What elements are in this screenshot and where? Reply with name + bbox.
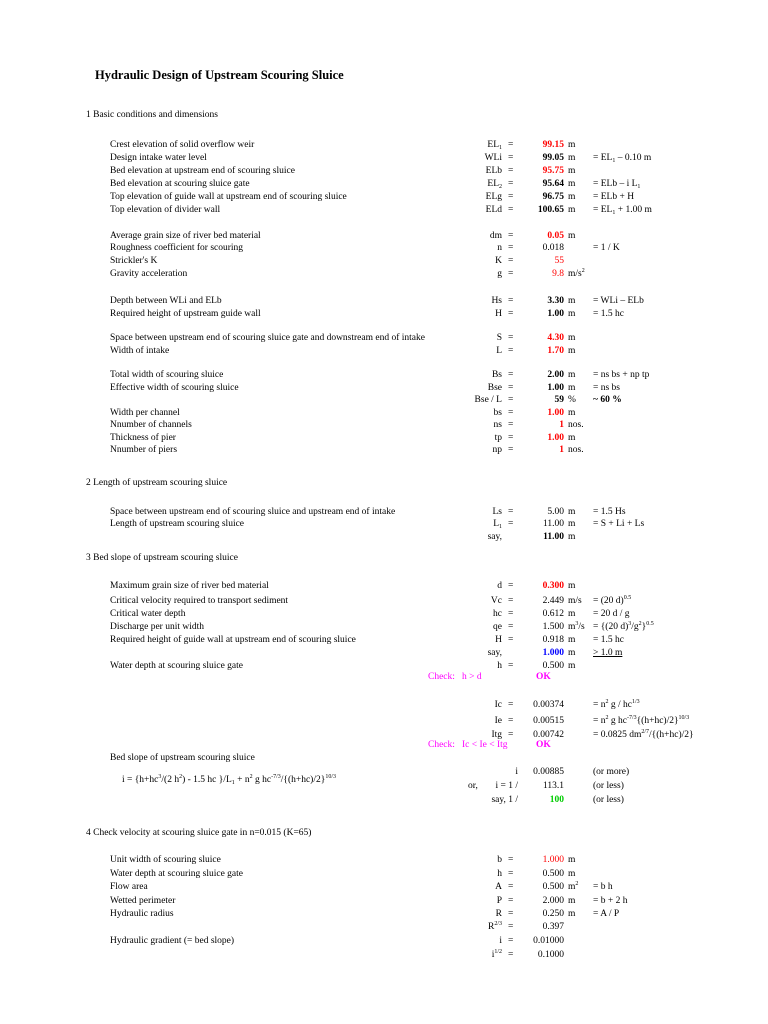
row-label: Thickness of pier bbox=[110, 433, 176, 443]
row-label: Space between upstream end of scouring sluice and upstream end of intake bbox=[110, 507, 396, 517]
equals-sign: = bbox=[508, 635, 514, 645]
row-value: 9.8 bbox=[552, 269, 564, 279]
row-symbol bbox=[440, 507, 502, 518]
row-unit: m bbox=[568, 346, 576, 356]
row-formula: = ELb + H bbox=[593, 192, 635, 202]
row-label: Gravity acceleration bbox=[110, 269, 188, 279]
ratio-formula: = $n^2$ g $hc^{-7/3}\{(h+hc)/2\}^{10/3}$ bbox=[593, 715, 690, 726]
row-label: Wetted perimeter bbox=[110, 896, 176, 906]
symbol-text: bs bbox=[493, 408, 502, 418]
row-label: Nnumber of channels bbox=[110, 420, 192, 430]
row-symbol: $EL_2$ bbox=[487, 179, 502, 190]
equals-sign: = bbox=[508, 716, 514, 726]
row-value: 0.018 bbox=[542, 243, 564, 253]
row-formula: = $EL_1 - 0.10$ m bbox=[593, 153, 652, 164]
equals-sign: = bbox=[508, 936, 514, 946]
row-formula: = ns bs + np tp bbox=[593, 370, 650, 380]
row-label: Top elevation of divider wall bbox=[110, 205, 221, 215]
row-label: Nnumber of piers bbox=[110, 445, 178, 455]
row-formula: = {(20 $d)^3/g^2\}^{0.5}$ bbox=[593, 621, 654, 632]
symbol-text: WLi bbox=[484, 153, 502, 163]
equals-sign: = bbox=[508, 231, 514, 241]
row-symbol bbox=[440, 309, 502, 320]
row-symbol bbox=[440, 855, 502, 866]
symbol-text: i bbox=[499, 936, 502, 946]
equals-sign: = bbox=[508, 333, 514, 343]
row-value: 0.05 bbox=[547, 231, 564, 241]
symbol-text: b bbox=[497, 855, 502, 865]
equals-sign: = bbox=[508, 192, 514, 202]
symbol-text: ELd bbox=[485, 205, 502, 215]
row-label: Water depth at scouring sluice gate bbox=[110, 869, 243, 879]
symbol-text: g bbox=[497, 269, 502, 279]
row-symbol bbox=[440, 445, 502, 456]
row-value: 96.75 bbox=[542, 192, 564, 202]
row-formula: > 1.0 m bbox=[593, 648, 623, 658]
row-unit: m bbox=[568, 609, 576, 619]
row-unit: m bbox=[568, 192, 576, 202]
row-label: Space between upstream end of scouring sluice gate and downstream end of intake bbox=[110, 333, 425, 343]
equals-sign: = bbox=[508, 661, 514, 671]
row-formula: = b h bbox=[593, 882, 613, 892]
row-symbol bbox=[440, 882, 502, 893]
row-label: Maximum grain size of river bed material bbox=[110, 581, 269, 591]
equals-sign: = bbox=[508, 433, 514, 443]
equals-sign: = bbox=[508, 445, 514, 455]
slope-value: 113.1 bbox=[542, 781, 564, 791]
symbol-text: R bbox=[487, 922, 495, 932]
row-value: 0.500 bbox=[542, 869, 564, 879]
symbol-text: Vc bbox=[490, 596, 502, 606]
row-label: Flow area bbox=[110, 882, 148, 892]
row-symbol: $i^{1/2}$ bbox=[491, 949, 502, 960]
row-value: 0.300 bbox=[542, 581, 564, 591]
row-label: Bed elevation at scouring sluice gate bbox=[110, 179, 250, 189]
row-symbol bbox=[440, 395, 502, 406]
ratio-symbol: Ie bbox=[494, 716, 502, 726]
row-formula: = 1 / K bbox=[593, 243, 620, 253]
equals-sign: = bbox=[508, 243, 514, 253]
equals-sign: = bbox=[508, 882, 514, 892]
row-symbol bbox=[440, 596, 502, 607]
equals-sign: = bbox=[508, 309, 514, 319]
slope-value: 0.00885 bbox=[533, 767, 564, 777]
row-formula: = ELb – i $L_1$ bbox=[593, 179, 641, 190]
equals-sign: = bbox=[508, 296, 514, 306]
symbol-text: EL bbox=[487, 179, 499, 189]
slope-value: 100 bbox=[549, 795, 564, 805]
equals-sign: = bbox=[508, 950, 514, 960]
equals-sign: = bbox=[508, 581, 514, 591]
ratio-value: 0.00374 bbox=[533, 700, 564, 710]
row-symbol: $EL_1$ bbox=[487, 140, 502, 151]
symbol-text: ELb bbox=[485, 166, 502, 176]
equals-sign: = bbox=[508, 700, 514, 710]
row-unit: m bbox=[568, 370, 576, 380]
row-value: 0.397 bbox=[542, 922, 564, 932]
symbol-text: L bbox=[496, 346, 502, 356]
row-label: Required height of upstream guide wall bbox=[110, 309, 261, 319]
row-symbol bbox=[440, 269, 502, 280]
equals-sign: = bbox=[508, 346, 514, 356]
row-unit: nos. bbox=[568, 420, 584, 430]
row-symbol bbox=[440, 408, 502, 419]
row-value: 59 bbox=[554, 395, 564, 405]
symbol-text: say, bbox=[487, 648, 502, 658]
symbol-text: Ls bbox=[492, 507, 502, 517]
row-label: Critical water depth bbox=[110, 609, 186, 619]
row-value: 1.00 bbox=[547, 309, 564, 319]
equals-sign: = bbox=[508, 730, 514, 740]
symbol-text: K bbox=[495, 256, 502, 266]
row-label: Hydraulic radius bbox=[110, 909, 174, 919]
row-unit: m/s bbox=[568, 596, 582, 606]
row-unit: m bbox=[568, 333, 576, 343]
equals-sign: = bbox=[508, 896, 514, 906]
equals-sign: = bbox=[508, 507, 514, 517]
equals-sign: = bbox=[508, 383, 514, 393]
symbol-text: h bbox=[497, 661, 502, 671]
row-label: Strickler's K bbox=[110, 256, 158, 266]
equals-sign: = bbox=[508, 205, 514, 215]
row-unit: $m/s^2$ bbox=[568, 268, 585, 279]
symbol-text: A bbox=[495, 882, 502, 892]
slope-symbol: say, 1 / bbox=[491, 795, 518, 805]
row-symbol bbox=[440, 243, 502, 254]
symbol-text: h bbox=[497, 869, 502, 879]
slope-symbol: i = 1 / bbox=[495, 781, 518, 791]
symbol-text: dm bbox=[489, 231, 502, 241]
symbol-text: hc bbox=[493, 609, 502, 619]
equals-sign: = bbox=[508, 179, 514, 189]
row-label: Crest elevation of solid overflow weir bbox=[110, 140, 255, 150]
slope-note: (or more) bbox=[593, 767, 630, 777]
row-unit: m bbox=[568, 205, 576, 215]
row-symbol bbox=[440, 192, 502, 203]
row-symbol bbox=[440, 936, 502, 947]
row-symbol bbox=[440, 635, 502, 646]
row-value: 0.01000 bbox=[533, 936, 564, 946]
row-value: 100.65 bbox=[537, 205, 564, 215]
row-unit: m bbox=[568, 179, 576, 189]
row-formula: = 1.5 hc bbox=[593, 635, 624, 645]
equals-sign: = bbox=[508, 370, 514, 380]
equals-sign: = bbox=[508, 420, 514, 430]
row-unit: m bbox=[568, 153, 576, 163]
row-formula: = ns bs bbox=[593, 383, 621, 393]
row-label: Bed elevation at upstream end of scouring sluice bbox=[110, 166, 295, 176]
row-label: Unit width of scouring sluice bbox=[110, 855, 221, 865]
row-formula: ~ 60 % bbox=[593, 395, 622, 405]
row-value: 1.00 bbox=[547, 383, 564, 393]
row-value: 2.00 bbox=[547, 370, 564, 380]
row-unit: m bbox=[568, 896, 576, 906]
row-formula: = A / P bbox=[593, 909, 620, 919]
row-unit: m bbox=[568, 581, 576, 591]
row-symbol bbox=[440, 532, 502, 543]
symbol-text: Bs bbox=[491, 370, 502, 380]
row-symbol: $L_1$ bbox=[493, 519, 502, 530]
row-unit: m bbox=[568, 855, 576, 865]
row-value: 11.00 bbox=[542, 519, 564, 529]
symbol-text: H bbox=[495, 309, 502, 319]
row-unit: m bbox=[568, 433, 576, 443]
row-value: 2.000 bbox=[542, 896, 564, 906]
equals-sign: = bbox=[508, 519, 514, 529]
equals-sign: = bbox=[508, 922, 514, 932]
row-symbol bbox=[440, 166, 502, 177]
row-label: Depth between WLi and ELb bbox=[110, 296, 222, 306]
symbol-text: Bse / L bbox=[474, 395, 502, 405]
row-symbol bbox=[440, 661, 502, 672]
row-formula: = $EL_1 + 1.00$ m bbox=[593, 205, 652, 216]
check-label: Check: bbox=[428, 672, 455, 682]
slope-note: (or less) bbox=[593, 795, 624, 805]
equals-sign: = bbox=[508, 153, 514, 163]
row-symbol bbox=[440, 383, 502, 394]
symbol-text: L bbox=[493, 519, 499, 529]
row-value: 4.30 bbox=[547, 333, 564, 343]
slope-symbol: i bbox=[515, 767, 518, 777]
row-value: 1.70 bbox=[547, 346, 564, 356]
row-symbol bbox=[440, 346, 502, 357]
symbol-text: P bbox=[496, 896, 502, 906]
row-value: 55 bbox=[554, 256, 564, 266]
row-symbol bbox=[440, 333, 502, 344]
symbol-text: tp bbox=[494, 433, 502, 443]
row-formula: = b + 2 h bbox=[593, 896, 628, 906]
row-value: 1 bbox=[559, 420, 564, 430]
row-value: 5.00 bbox=[547, 507, 564, 517]
symbol-text: d bbox=[497, 581, 502, 591]
row-unit: m bbox=[568, 231, 576, 241]
row-value: 1 bbox=[559, 445, 564, 455]
row-unit: m bbox=[568, 635, 576, 645]
section-heading: 2 Length of upstream scouring sluice bbox=[86, 478, 228, 488]
row-symbol bbox=[440, 648, 502, 659]
row-symbol bbox=[440, 869, 502, 880]
row-value: 0.918 bbox=[542, 635, 564, 645]
row-symbol bbox=[440, 370, 502, 381]
row-unit: nos. bbox=[568, 445, 584, 455]
row-symbol bbox=[440, 909, 502, 920]
equals-sign: = bbox=[508, 609, 514, 619]
row-unit: m bbox=[568, 296, 576, 306]
row-unit: m bbox=[568, 869, 576, 879]
row-label: Average grain size of river bed material bbox=[110, 231, 261, 241]
row-value: 1.000 bbox=[542, 855, 564, 865]
equals-sign: = bbox=[508, 395, 514, 405]
row-unit: m bbox=[568, 408, 576, 418]
check-expression: Ic < Ie < Itg bbox=[462, 740, 508, 750]
row-label: Discharge per unit width bbox=[110, 622, 205, 632]
row-unit: m bbox=[568, 661, 576, 671]
row-label: Top elevation of guide wall at upstream end of scouring sluice bbox=[110, 192, 347, 202]
row-symbol bbox=[440, 231, 502, 242]
row-unit: m bbox=[568, 140, 576, 150]
equals-sign: = bbox=[508, 869, 514, 879]
check-result: OK bbox=[536, 672, 551, 682]
row-symbol bbox=[440, 205, 502, 216]
symbol-text: S bbox=[496, 333, 502, 343]
symbol-text: np bbox=[492, 445, 502, 455]
slope-note: (or less) bbox=[593, 781, 624, 791]
ratio-value: 0.00515 bbox=[533, 716, 564, 726]
equals-sign: = bbox=[508, 909, 514, 919]
section-heading: 4 Check velocity at scouring sluice gate in n=0.015 (K=65) bbox=[86, 828, 312, 838]
row-value: 99.15 bbox=[542, 140, 564, 150]
row-formula: = 20 d / g bbox=[593, 609, 630, 619]
row-value: 99.05 bbox=[542, 153, 564, 163]
symbol-text: n bbox=[497, 243, 502, 253]
row-unit: m bbox=[568, 909, 576, 919]
equals-sign: = bbox=[508, 256, 514, 266]
symbol-text: ELg bbox=[485, 192, 502, 202]
row-value: 1.500 bbox=[542, 622, 564, 632]
bed-slope-formula: $i = \{h+hc^3/(2$ $h^2) - 1.5$ hc }$/L_1 + n^2$ g $hc^{-7/3}/\{(h+hc)/2\}^{10/3}$ bbox=[122, 774, 336, 786]
row-value: 0.1000 bbox=[537, 950, 564, 960]
symbol-text: Hs bbox=[491, 296, 502, 306]
equals-sign: = bbox=[508, 166, 514, 176]
row-label: Effective width of scouring sluice bbox=[110, 383, 239, 393]
row-label: Required height of guide wall at upstream end of scouring sluice bbox=[110, 635, 356, 645]
row-value: 1.00 bbox=[547, 433, 564, 443]
equals-sign: = bbox=[508, 269, 514, 279]
equals-sign: = bbox=[508, 622, 514, 632]
row-symbol bbox=[440, 433, 502, 444]
row-value: 1.000 bbox=[542, 648, 564, 658]
row-value: 11.00 bbox=[543, 532, 564, 542]
equals-sign: = bbox=[508, 408, 514, 418]
check-expression: h > d bbox=[462, 672, 482, 682]
row-value: 0.500 bbox=[542, 661, 564, 671]
symbol-text: R bbox=[495, 909, 502, 919]
row-label: Width per channel bbox=[110, 408, 180, 418]
symbol-text: ns bbox=[493, 420, 502, 430]
row-unit: m bbox=[568, 519, 576, 529]
row-formula: = S + Li + Ls bbox=[593, 519, 645, 529]
row-value: 95.75 bbox=[542, 166, 564, 176]
symbol-text: H bbox=[495, 635, 502, 645]
row-value: 95.64 bbox=[542, 179, 564, 189]
row-unit: m bbox=[568, 166, 576, 176]
section-heading: 1 Basic conditions and dimensions bbox=[86, 110, 218, 120]
row-label: Water depth at scouring sluice gate bbox=[110, 661, 243, 671]
row-formula: = WLi – ELb bbox=[593, 296, 644, 306]
page-title: Hydraulic Design of Upstream Scouring Sluice bbox=[95, 68, 344, 82]
row-unit: m bbox=[568, 648, 576, 658]
row-label: Total width of scouring sluice bbox=[110, 370, 224, 380]
row-symbol bbox=[440, 256, 502, 267]
row-symbol bbox=[440, 153, 502, 164]
row-unit: m bbox=[568, 507, 576, 517]
ratio-formula: = 0.0825 $dm^{2/7}/\{(h+hc)/2\}$ bbox=[593, 729, 694, 740]
row-value: 0.612 bbox=[542, 609, 564, 619]
check-label: Check: bbox=[428, 740, 455, 750]
ratio-symbol: Itg bbox=[491, 730, 502, 740]
row-label: Length of upstream scouring sluice bbox=[110, 519, 245, 529]
row-formula: = 1.5 hc bbox=[593, 309, 624, 319]
row-formula: = (20 d)$^{0.5}$ bbox=[593, 595, 632, 606]
row-unit: % bbox=[568, 395, 576, 405]
row-unit: m bbox=[568, 309, 576, 319]
row-value: 0.500 bbox=[542, 882, 564, 892]
row-symbol bbox=[440, 609, 502, 620]
symbol-text: EL bbox=[487, 140, 499, 150]
ratio-formula: = $n^2$ g / $hc^{1/3}$ bbox=[593, 699, 640, 710]
symbol-text: Bse bbox=[487, 383, 502, 393]
row-label: Roughness coefficient for scouring bbox=[110, 243, 244, 253]
equals-sign: = bbox=[508, 596, 514, 606]
row-unit: $m^2$ bbox=[568, 881, 579, 892]
row-value: 0.250 bbox=[542, 909, 564, 919]
row-symbol: $R^{2/3}$ bbox=[487, 921, 502, 932]
row-unit: $m^3/s$ bbox=[568, 621, 585, 632]
row-label: Hydraulic gradient (= bed slope) bbox=[110, 936, 235, 946]
row-symbol bbox=[440, 896, 502, 907]
symbol-text: qe bbox=[493, 622, 502, 632]
row-value: 1.00 bbox=[547, 408, 564, 418]
symbol-text: i bbox=[491, 950, 495, 960]
row-unit: m bbox=[568, 532, 576, 542]
row-unit: m bbox=[568, 383, 576, 393]
row-formula: = 1.5 Hs bbox=[593, 507, 626, 517]
row-label: Width of intake bbox=[110, 346, 170, 356]
equals-sign: = bbox=[508, 140, 514, 150]
row-symbol bbox=[440, 581, 502, 592]
row-symbol bbox=[440, 622, 502, 633]
ratio-value: 0.00742 bbox=[533, 730, 564, 740]
row-label: Bed slope of upstream scouring sluice bbox=[110, 753, 255, 763]
section-heading: 3 Bed slope of upstream scouring sluice bbox=[86, 553, 238, 563]
equals-sign: = bbox=[508, 855, 514, 865]
symbol-text: say, bbox=[487, 532, 502, 542]
ratio-symbol: Ic bbox=[494, 700, 502, 710]
row-label: Design intake water level bbox=[110, 153, 207, 163]
prefix: or, bbox=[468, 781, 478, 791]
row-symbol bbox=[440, 420, 502, 431]
row-value: 2.449 bbox=[542, 596, 564, 606]
row-symbol bbox=[440, 296, 502, 307]
row-label: Critical velocity required to transport sediment bbox=[110, 596, 289, 606]
row-value: 3.30 bbox=[547, 296, 564, 306]
check-result: OK bbox=[536, 740, 551, 750]
